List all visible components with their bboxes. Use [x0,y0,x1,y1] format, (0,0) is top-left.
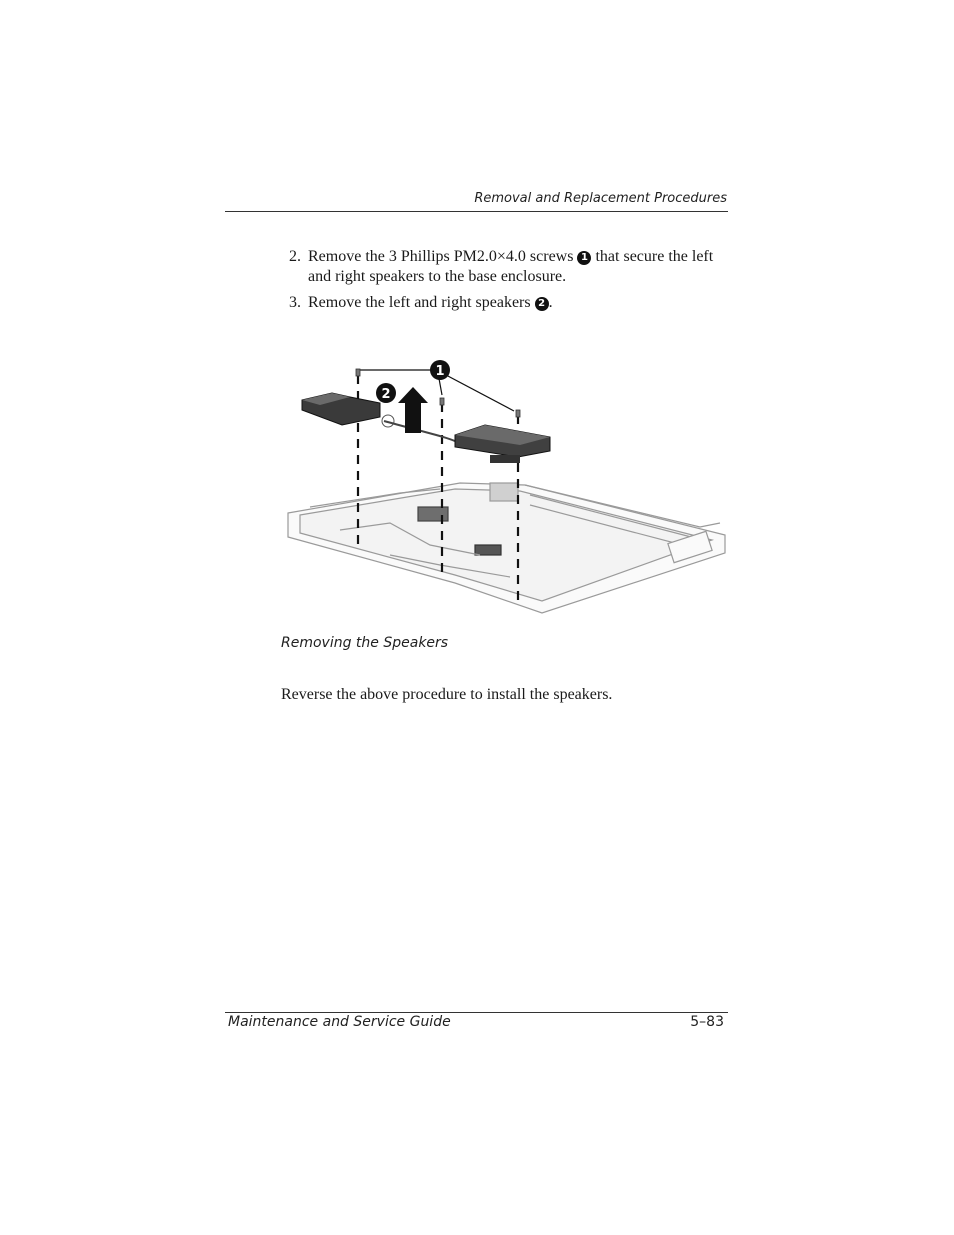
header-rule [225,211,728,212]
step-text-before: Remove the 3 Phillips PM2.0×4.0 screws [308,248,574,265]
reverse-procedure-text: Reverse the above procedure to install the speakers. [281,686,613,703]
callout-2-marker [376,383,396,403]
step-3 [289,293,729,313]
step-text [308,293,729,313]
step-number: 3. [289,294,301,311]
callout-1-icon: 1 [577,251,591,265]
step-text [308,247,729,287]
callout-2-icon: 2 [535,297,549,311]
step-text-before: Remove the left and right speakers [308,294,531,311]
footer-page-number: 5–83 [690,1014,724,1030]
footer-guide-title: Maintenance and Service Guide [228,1014,451,1030]
svg-text:2: 2 [381,387,391,402]
right-speaker [455,425,550,463]
footer-rule [225,1012,728,1013]
step-2 [289,247,729,287]
callout-1-marker [430,360,450,380]
figure-caption: Removing the Speakers [281,635,449,651]
base-enclosure [288,483,725,613]
section-header-title: Removal and Replacement Procedures [474,191,727,206]
step-text-after: that secure the left and right speakers to the base enclosure. [308,248,714,285]
procedure-steps [289,247,729,319]
speaker-removal-illustration [280,355,735,620]
step-text-after: . [548,294,553,311]
svg-text:1: 1 [435,364,445,379]
step-number: 2. [289,248,301,265]
